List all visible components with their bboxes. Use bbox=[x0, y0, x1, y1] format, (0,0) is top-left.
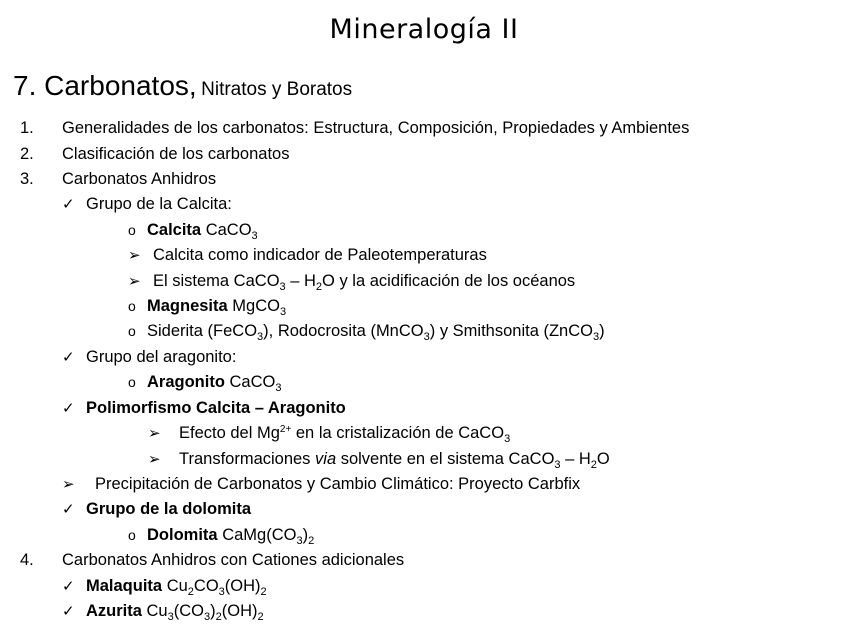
list-number-3: 3. bbox=[20, 170, 34, 188]
bullet-text-c: O y la acidificación de los océanos bbox=[322, 272, 576, 290]
mineral-name: Aragonito bbox=[147, 373, 225, 391]
circle-bullet-icon: o bbox=[128, 527, 136, 543]
list-item-2 bbox=[62, 143, 289, 165]
arrow-bullet-icon: ➢ bbox=[62, 476, 75, 493]
formula: CaMg(CO bbox=[222, 526, 297, 544]
circle-bullet-icon: o bbox=[128, 222, 136, 238]
bullet-text-b: – H bbox=[285, 272, 316, 290]
list-number-1: 1. bbox=[20, 119, 34, 137]
list-item-1 bbox=[62, 117, 689, 139]
subscript: 3 bbox=[554, 459, 561, 471]
text-b: en la cristalización de CaCO bbox=[291, 424, 505, 442]
text-d: – H bbox=[560, 450, 591, 468]
checkmark-icon: ✓ bbox=[62, 400, 75, 417]
text-c: solvente en el sistema CaCO bbox=[340, 450, 555, 468]
subscript: 2 bbox=[315, 281, 323, 293]
circle-bullet-icon: o bbox=[128, 374, 136, 390]
text-b: ), Rodocrosita (MnCO bbox=[263, 322, 424, 340]
circle-bullet-icon: o bbox=[128, 323, 136, 339]
mineral-siderita-group bbox=[128, 320, 605, 342]
text-e: O bbox=[596, 450, 610, 468]
subscript: 3 bbox=[275, 382, 282, 394]
sub-item-precipitacion bbox=[62, 473, 580, 496]
formula: MgCO bbox=[232, 297, 280, 315]
text-c: ) y Smithsonita (ZnCO bbox=[429, 322, 593, 340]
subscript: 2 bbox=[215, 611, 222, 623]
sub-item-polimorfismo bbox=[62, 397, 346, 420]
arrow-bullet-icon: ➢ bbox=[128, 247, 141, 264]
text-d: ) bbox=[599, 322, 605, 340]
mineral-aragonito bbox=[128, 371, 281, 393]
heading-main: 7. Carbonatos, bbox=[13, 70, 197, 101]
subscript: 3 bbox=[251, 230, 258, 242]
sub-item-text: Grupo de la Calcita: bbox=[86, 195, 232, 213]
section-heading bbox=[13, 70, 352, 102]
list-item-3 bbox=[62, 168, 216, 190]
text-a: Siderita (FeCO bbox=[147, 322, 258, 340]
sub-item-text: Polimorfismo Calcita – Aragonito bbox=[86, 399, 346, 417]
circle-bullet-icon: o bbox=[128, 298, 136, 314]
bullet-text: Calcita como indicador de Paleotemperaturas bbox=[153, 246, 487, 264]
subscript: 3 bbox=[257, 331, 264, 343]
subscript: 2 bbox=[260, 586, 267, 598]
text-a: Transformaciones bbox=[179, 450, 311, 468]
mineral-magnesita bbox=[128, 295, 286, 317]
sub-item-azurita bbox=[62, 600, 264, 623]
formula-b: (CO bbox=[173, 602, 204, 620]
sub-item-text: Grupo de la dolomita bbox=[86, 500, 252, 518]
mineral-name: Magnesita bbox=[147, 297, 228, 315]
mineral-name: Azurita bbox=[86, 602, 142, 620]
bullet-paleotemperaturas bbox=[128, 244, 487, 267]
subscript: 3 bbox=[203, 611, 211, 623]
formula-c: ) bbox=[210, 602, 216, 620]
subscript: 3 bbox=[167, 611, 174, 623]
formula-end: ) bbox=[302, 526, 309, 544]
subscript: 3 bbox=[218, 586, 225, 598]
formula: CaCO bbox=[229, 373, 276, 391]
arrow-bullet-icon: ➢ bbox=[148, 451, 161, 468]
checkmark-icon: ✓ bbox=[62, 603, 75, 620]
sub-item-grupo-calcita bbox=[62, 193, 232, 216]
formula-d: (OH) bbox=[221, 602, 258, 620]
list-number-4: 4. bbox=[20, 551, 34, 569]
bullet-text-a: El sistema CaCO bbox=[153, 272, 280, 290]
subscript: 3 bbox=[279, 306, 287, 318]
bullet-transformaciones bbox=[148, 448, 610, 471]
mineral-calcita bbox=[128, 219, 258, 241]
mineral-name: Malaquita bbox=[86, 577, 163, 595]
item-1-text: Generalidades de los carbonatos: Estructura, Composición, Propiedades y Ambientes bbox=[62, 119, 690, 137]
bullet-acidificacion bbox=[128, 270, 575, 293]
checkmark-icon: ✓ bbox=[62, 501, 75, 518]
subscript: 3 bbox=[592, 331, 600, 343]
subscript: 3 bbox=[504, 433, 511, 445]
item-4-text: Carbonatos Anhidros con Cationes adicionales bbox=[62, 551, 405, 569]
sub-item-grupo-aragonito bbox=[62, 346, 236, 369]
subscript: 2 bbox=[590, 459, 597, 471]
formula-a: Cu bbox=[166, 577, 188, 595]
list-number-2: 2. bbox=[20, 145, 34, 163]
sub-item-malaquita bbox=[62, 575, 267, 598]
mineral-name: Calcita bbox=[147, 221, 202, 239]
formula-c: (OH) bbox=[224, 577, 261, 595]
bullet-efecto-mg bbox=[148, 422, 510, 445]
arrow-bullet-icon: ➢ bbox=[148, 425, 161, 442]
item-2-text: Clasificación de los carbonatos bbox=[62, 145, 290, 163]
sub-item-grupo-dolomita bbox=[62, 498, 251, 521]
checkmark-icon: ✓ bbox=[62, 349, 75, 366]
formula: CaCO bbox=[205, 221, 252, 239]
subscript: 3 bbox=[296, 535, 303, 547]
mineral-name: Dolomita bbox=[147, 526, 218, 544]
slide-title: Mineralogía II bbox=[329, 14, 519, 45]
sub-item-text: Grupo del aragonito: bbox=[86, 348, 237, 366]
checkmark-icon: ✓ bbox=[62, 578, 75, 595]
item-3-text: Carbonatos Anhidros bbox=[62, 170, 217, 188]
subscript: 2 bbox=[257, 611, 264, 623]
formula-a: Cu bbox=[146, 602, 168, 620]
mineral-dolomita bbox=[128, 524, 314, 546]
superscript: 2+ bbox=[279, 424, 292, 435]
text-italic: via bbox=[315, 450, 337, 468]
text-a: Efecto del Mg bbox=[179, 424, 280, 442]
subscript: 3 bbox=[423, 331, 430, 343]
checkmark-icon: ✓ bbox=[62, 196, 75, 213]
heading-rest: Nitratos y Boratos bbox=[201, 79, 353, 100]
sub-item-text: Precipitación de Carbonatos y Cambio Climático: Proyecto Carbfix bbox=[95, 475, 581, 493]
subscript: 2 bbox=[308, 535, 315, 547]
subscript: 3 bbox=[279, 281, 286, 293]
subscript: 2 bbox=[187, 586, 194, 598]
list-item-4 bbox=[62, 549, 404, 571]
formula-b: CO bbox=[193, 577, 219, 595]
arrow-bullet-icon: ➢ bbox=[128, 273, 141, 290]
